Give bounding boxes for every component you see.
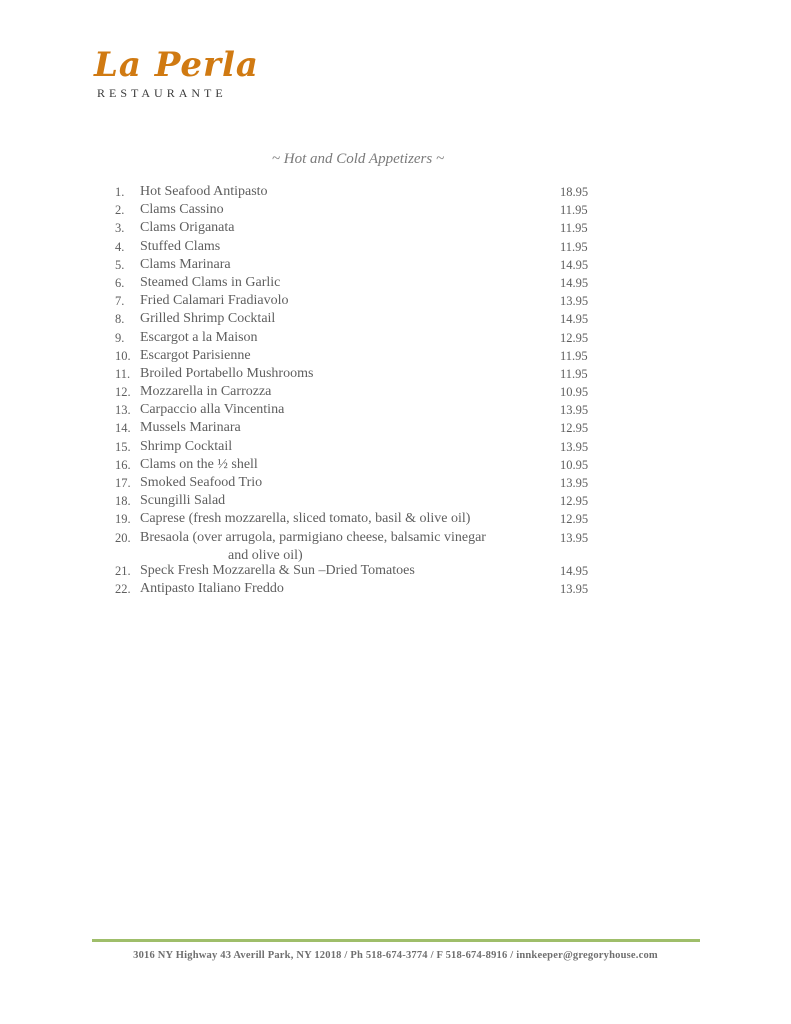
menu-item-name-line: Antipasto Italiano Freddo <box>140 580 284 596</box>
menu-item-name-line: Clams Cassino <box>140 202 224 218</box>
menu-item-number: 9. <box>115 330 125 345</box>
menu-item-name <box>140 256 540 274</box>
menu-item-number: 14. <box>115 421 131 436</box>
menu-item-number: 8. <box>115 312 125 327</box>
menu-list <box>115 183 595 598</box>
menu-item-name <box>140 529 540 564</box>
menu-item-price: 12.95 <box>560 494 589 509</box>
menu-item-price: 11.95 <box>560 239 588 254</box>
menu-item-name-line: Smoked Seafood Trio <box>140 475 263 490</box>
menu-item-price: 14.95 <box>560 312 589 327</box>
menu-item <box>115 438 595 456</box>
footer-contact-info: 3016 NY Highway 43 Averill Park, NY 12018 / Ph 518-674-3774 / F 518-674-8916 / innkeeper@gregoryhouse.com <box>133 950 658 961</box>
menu-item <box>115 365 595 383</box>
menu-item-name-line: Speck Fresh Mozzarella & Sun –Dried Tomatoes <box>140 562 415 578</box>
menu-item-name <box>140 510 540 528</box>
menu-item-number: 19. <box>115 512 131 527</box>
menu-item-name <box>140 365 540 383</box>
menu-item-price: 13.95 <box>560 294 589 309</box>
menu-item-price: 13.95 <box>560 476 589 490</box>
menu-item-price: 12.95 <box>560 330 589 345</box>
menu-item-number: 22. <box>115 581 131 596</box>
menu-item-name-line: Fried Calamari Fradiavolo <box>140 293 289 309</box>
menu-item <box>115 562 595 580</box>
menu-item-name-line: Mussels Marinara <box>140 420 241 436</box>
menu-item-name-line: Carpaccio alla Vincentina <box>140 402 285 418</box>
menu-item-name <box>140 238 540 256</box>
menu-item-price: 12.95 <box>560 512 589 527</box>
menu-item-number: 16. <box>115 457 131 472</box>
menu-item <box>115 401 595 419</box>
menu-item <box>115 310 595 328</box>
menu-item-price: 10.95 <box>560 385 589 400</box>
menu-item-name <box>140 562 540 580</box>
menu-item-name <box>140 401 540 419</box>
menu-item-price: 18.95 <box>560 185 589 199</box>
menu-item-number: 21. <box>115 563 131 578</box>
menu-item-price: 11.95 <box>560 348 588 363</box>
menu-item-price: 11.95 <box>560 221 588 236</box>
menu-item-number: 3. <box>115 221 125 236</box>
menu-item-name <box>140 347 540 365</box>
menu-item-number: 11. <box>115 366 131 381</box>
menu-item-price: 14.95 <box>560 257 589 272</box>
menu-item-name-line: Bresaola (over arrugola, parmigiano cheese, balsamic vinegar <box>140 529 486 545</box>
menu-item-price: 11.95 <box>560 366 588 381</box>
menu-item-price: 12.95 <box>560 421 589 436</box>
menu-item <box>115 329 595 347</box>
menu-item-name-line: Shrimp Cocktail <box>140 438 233 454</box>
menu-item <box>115 383 595 401</box>
menu-item-number: 1. <box>115 185 125 199</box>
menu-item-number: 18. <box>115 494 131 509</box>
menu-item-name-line: Stuffed Clams <box>140 238 221 254</box>
menu-item-price: 13.95 <box>560 530 589 545</box>
menu-item-name <box>140 201 540 219</box>
menu-item-number: 15. <box>115 439 131 454</box>
menu-item-number: 13. <box>115 403 131 418</box>
menu-item <box>115 256 595 274</box>
menu-item-name-line: and olive oil) <box>228 547 303 563</box>
menu-item <box>115 183 595 201</box>
menu-item-name-line: Hot Seafood Antipasto <box>140 184 268 199</box>
menu-item-name <box>140 456 540 474</box>
menu-item-name <box>140 383 540 401</box>
menu-item <box>115 456 595 474</box>
menu-item <box>115 419 595 437</box>
restaurant-logo <box>92 46 259 101</box>
logo-subtitle: RESTAURANTE <box>97 86 227 100</box>
menu-item-name <box>140 474 540 492</box>
menu-item-price: 14.95 <box>560 563 589 578</box>
menu-item <box>115 474 595 492</box>
menu-item <box>115 292 595 310</box>
footer-divider <box>92 939 700 942</box>
menu-item-name-line: Scungilli Salad <box>140 493 226 509</box>
menu-item-name-line: Escargot Parisienne <box>140 347 251 363</box>
menu-item-name-line: Steamed Clams in Garlic <box>140 274 281 290</box>
menu-item-name-line: Mozzarella in Carrozza <box>140 384 272 400</box>
menu-item-number: 20. <box>115 530 131 545</box>
menu-item <box>115 219 595 237</box>
menu-item <box>115 238 595 256</box>
menu-item <box>115 201 595 219</box>
menu-item-name-line: Caprese (fresh mozzarella, sliced tomato, basil & olive oil) <box>140 511 471 527</box>
menu-item-number: 2. <box>115 203 125 218</box>
menu-item-name <box>140 310 540 328</box>
menu-item-name-line: Grilled Shrimp Cocktail <box>140 311 276 327</box>
menu-item-name-line: Broiled Portabello Mushrooms <box>140 365 314 381</box>
logo-script-text: La Perla <box>94 45 259 85</box>
menu-item <box>115 274 595 292</box>
menu-item-name <box>140 183 540 201</box>
menu-item-name <box>140 419 540 437</box>
menu-item-number: 6. <box>115 275 125 290</box>
menu-item-number: 4. <box>115 239 125 254</box>
menu-item-name <box>140 329 540 347</box>
menu-item-name <box>140 580 540 598</box>
menu-item-price: 13.95 <box>560 581 589 596</box>
menu-item-name-line: Clams Marinara <box>140 256 231 272</box>
menu-item-price: 13.95 <box>560 403 589 418</box>
menu-item <box>115 580 595 598</box>
menu-item-price: 13.95 <box>560 439 589 454</box>
menu-item <box>115 510 595 528</box>
menu-item <box>115 492 595 510</box>
menu-item-price: 14.95 <box>560 275 589 290</box>
menu-item-name-line: Clams Origanata <box>140 220 235 236</box>
menu-item-name <box>140 219 540 237</box>
menu-item-number: 12. <box>115 385 131 400</box>
menu-item-name-line: Escargot a la Maison <box>140 329 258 345</box>
menu-item <box>115 529 595 562</box>
menu-item-price: 10.95 <box>560 457 589 472</box>
menu-item-number: 5. <box>115 257 125 272</box>
menu-item <box>115 347 595 365</box>
menu-item-number: 17. <box>115 476 131 490</box>
menu-item-number: 10. <box>115 348 131 363</box>
menu-item-name <box>140 438 540 456</box>
menu-item-name <box>140 492 540 510</box>
section-title: ~ Hot and Cold Appetizers ~ <box>271 151 445 167</box>
menu-item-price: 11.95 <box>560 203 588 218</box>
menu-item-number: 7. <box>115 294 125 309</box>
menu-item-name <box>140 274 540 292</box>
menu-item-name <box>140 292 540 310</box>
menu-item-name-line: Clams on the ½ shell <box>140 456 258 472</box>
